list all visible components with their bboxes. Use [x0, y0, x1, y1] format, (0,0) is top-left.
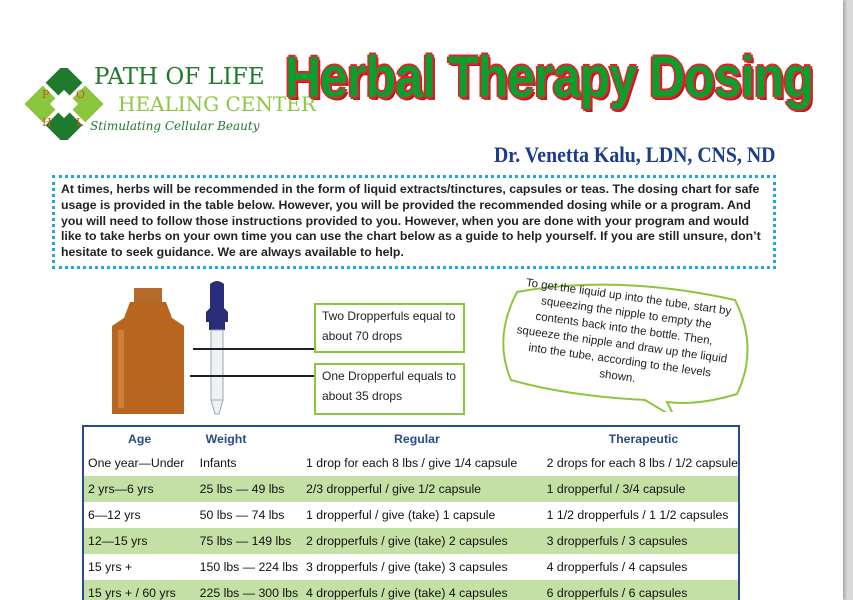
table-row	[84, 580, 738, 600]
therapeutic-cell: 1 dropperful / 3/4 capsule	[543, 476, 738, 502]
regular-cell: 1 dropperful / give (take) 1 capsule	[306, 508, 496, 522]
therapeutic-cell: 4 dropperfuls / 4 capsules	[546, 560, 688, 574]
therapeutic-cell: 3 dropperfuls / 3 capsules	[543, 528, 738, 554]
weight-cell: 225 lbs — 300 lbs	[196, 580, 302, 600]
logo-letter-p: P	[42, 88, 50, 101]
age-cell: 6—12 yrs	[88, 508, 141, 522]
regular-cell: 1 drop for each 8 lbs / give 1/4 capsule	[306, 456, 518, 470]
one-dropperful-pointer	[190, 375, 315, 377]
age-cell: 2 yrs—6 yrs	[84, 476, 196, 502]
page-title: Herbal Therapy Dosing	[285, 45, 813, 110]
logo-letter-o: O	[76, 88, 86, 101]
regular-cell: 3 dropperfuls / give (take) 3 capsules	[306, 560, 508, 574]
header-regular: Regular	[394, 431, 440, 446]
regular-cell: 2 dropperfuls / give (take) 2 capsules	[302, 528, 543, 554]
header-age: Age	[128, 431, 152, 446]
bottle-neck	[134, 288, 162, 302]
logo-name: PATH OF LIFE	[94, 64, 265, 90]
table-row	[84, 476, 738, 502]
two-dropperfuls-callout: Two Dropperfuls equal to about 70 drops	[314, 303, 465, 353]
therapeutic-cell: 6 dropperfuls / 6 capsules	[543, 580, 738, 600]
age-cell: One year—Under	[88, 456, 185, 470]
author-name: Dr. Venetta Kalu, LDN, CNS, ND	[494, 142, 776, 167]
healing-center-logo	[24, 64, 316, 144]
weight-cell: 150 lbs — 224 lbs	[199, 560, 299, 574]
table-row	[84, 528, 738, 554]
age-cell: 15 yrs + / 60 yrs	[84, 580, 196, 600]
age-cell: 15 yrs +	[88, 560, 133, 574]
weight-cell: Infants	[199, 456, 237, 470]
regular-cell: 2/3 dropperful / give 1/2 capsule	[302, 476, 543, 502]
logo-subname: HEALING CENTER	[118, 92, 316, 116]
dosing-table-frame	[82, 425, 740, 600]
header-therapeutic: Therapeutic	[608, 431, 679, 446]
table-header-row	[84, 427, 738, 450]
one-dropperful-callout: One Dropperful equals to about 35 drops	[314, 363, 465, 415]
intro-paragraph: At times, herbs will be recommended in the form of liquid extracts/tinctures, capsules or teas. The dosing chart for safe usage is provided in the table below. However, you will be provided the recommended dosing while or a program. And you will need to follow those instructions provided to you. However, when you are done with your program and would like to take herbs on your own time you can use the chart below as a guide to help yourself. If you are still unsure, don’t hesitate to seek guidance. We are always available to help.	[52, 175, 776, 269]
weight-cell: 75 lbs — 149 lbs	[196, 528, 302, 554]
weight-cell: 50 lbs — 74 lbs	[199, 508, 285, 522]
table-row	[84, 450, 738, 476]
therapeutic-cell: 2 drops for each 8 lbs / 1/2 capsule	[546, 456, 738, 470]
two-dropperful-pointer	[193, 348, 315, 350]
header-weight: Weight	[205, 431, 247, 446]
logo-tagline: Stimulating Cellular Beauty	[90, 119, 260, 133]
bottle-dropper-illustration	[108, 278, 198, 418]
regular-cell: 4 dropperfuls / give (take) 4 capsules	[302, 580, 543, 600]
therapeutic-cell: 1 1/2 dropperfuls / 1 1/2 capsules	[546, 508, 729, 522]
logo-letter-l: L	[76, 116, 84, 129]
weight-cell: 25 lbs — 49 lbs	[196, 476, 302, 502]
table-row	[84, 502, 738, 528]
age-cell: 12—15 yrs	[84, 528, 196, 554]
dropper-instructions: To get the liquid up into the tube, start by squeezing the nipple to empty the contents back into the bottle. Then, squeeze the nipple and draw up the liquid into the tube, according to the levels shown.	[515, 277, 732, 386]
table-row	[84, 554, 738, 580]
dosing-table	[84, 427, 738, 600]
logo-letter-h: H	[42, 116, 52, 129]
